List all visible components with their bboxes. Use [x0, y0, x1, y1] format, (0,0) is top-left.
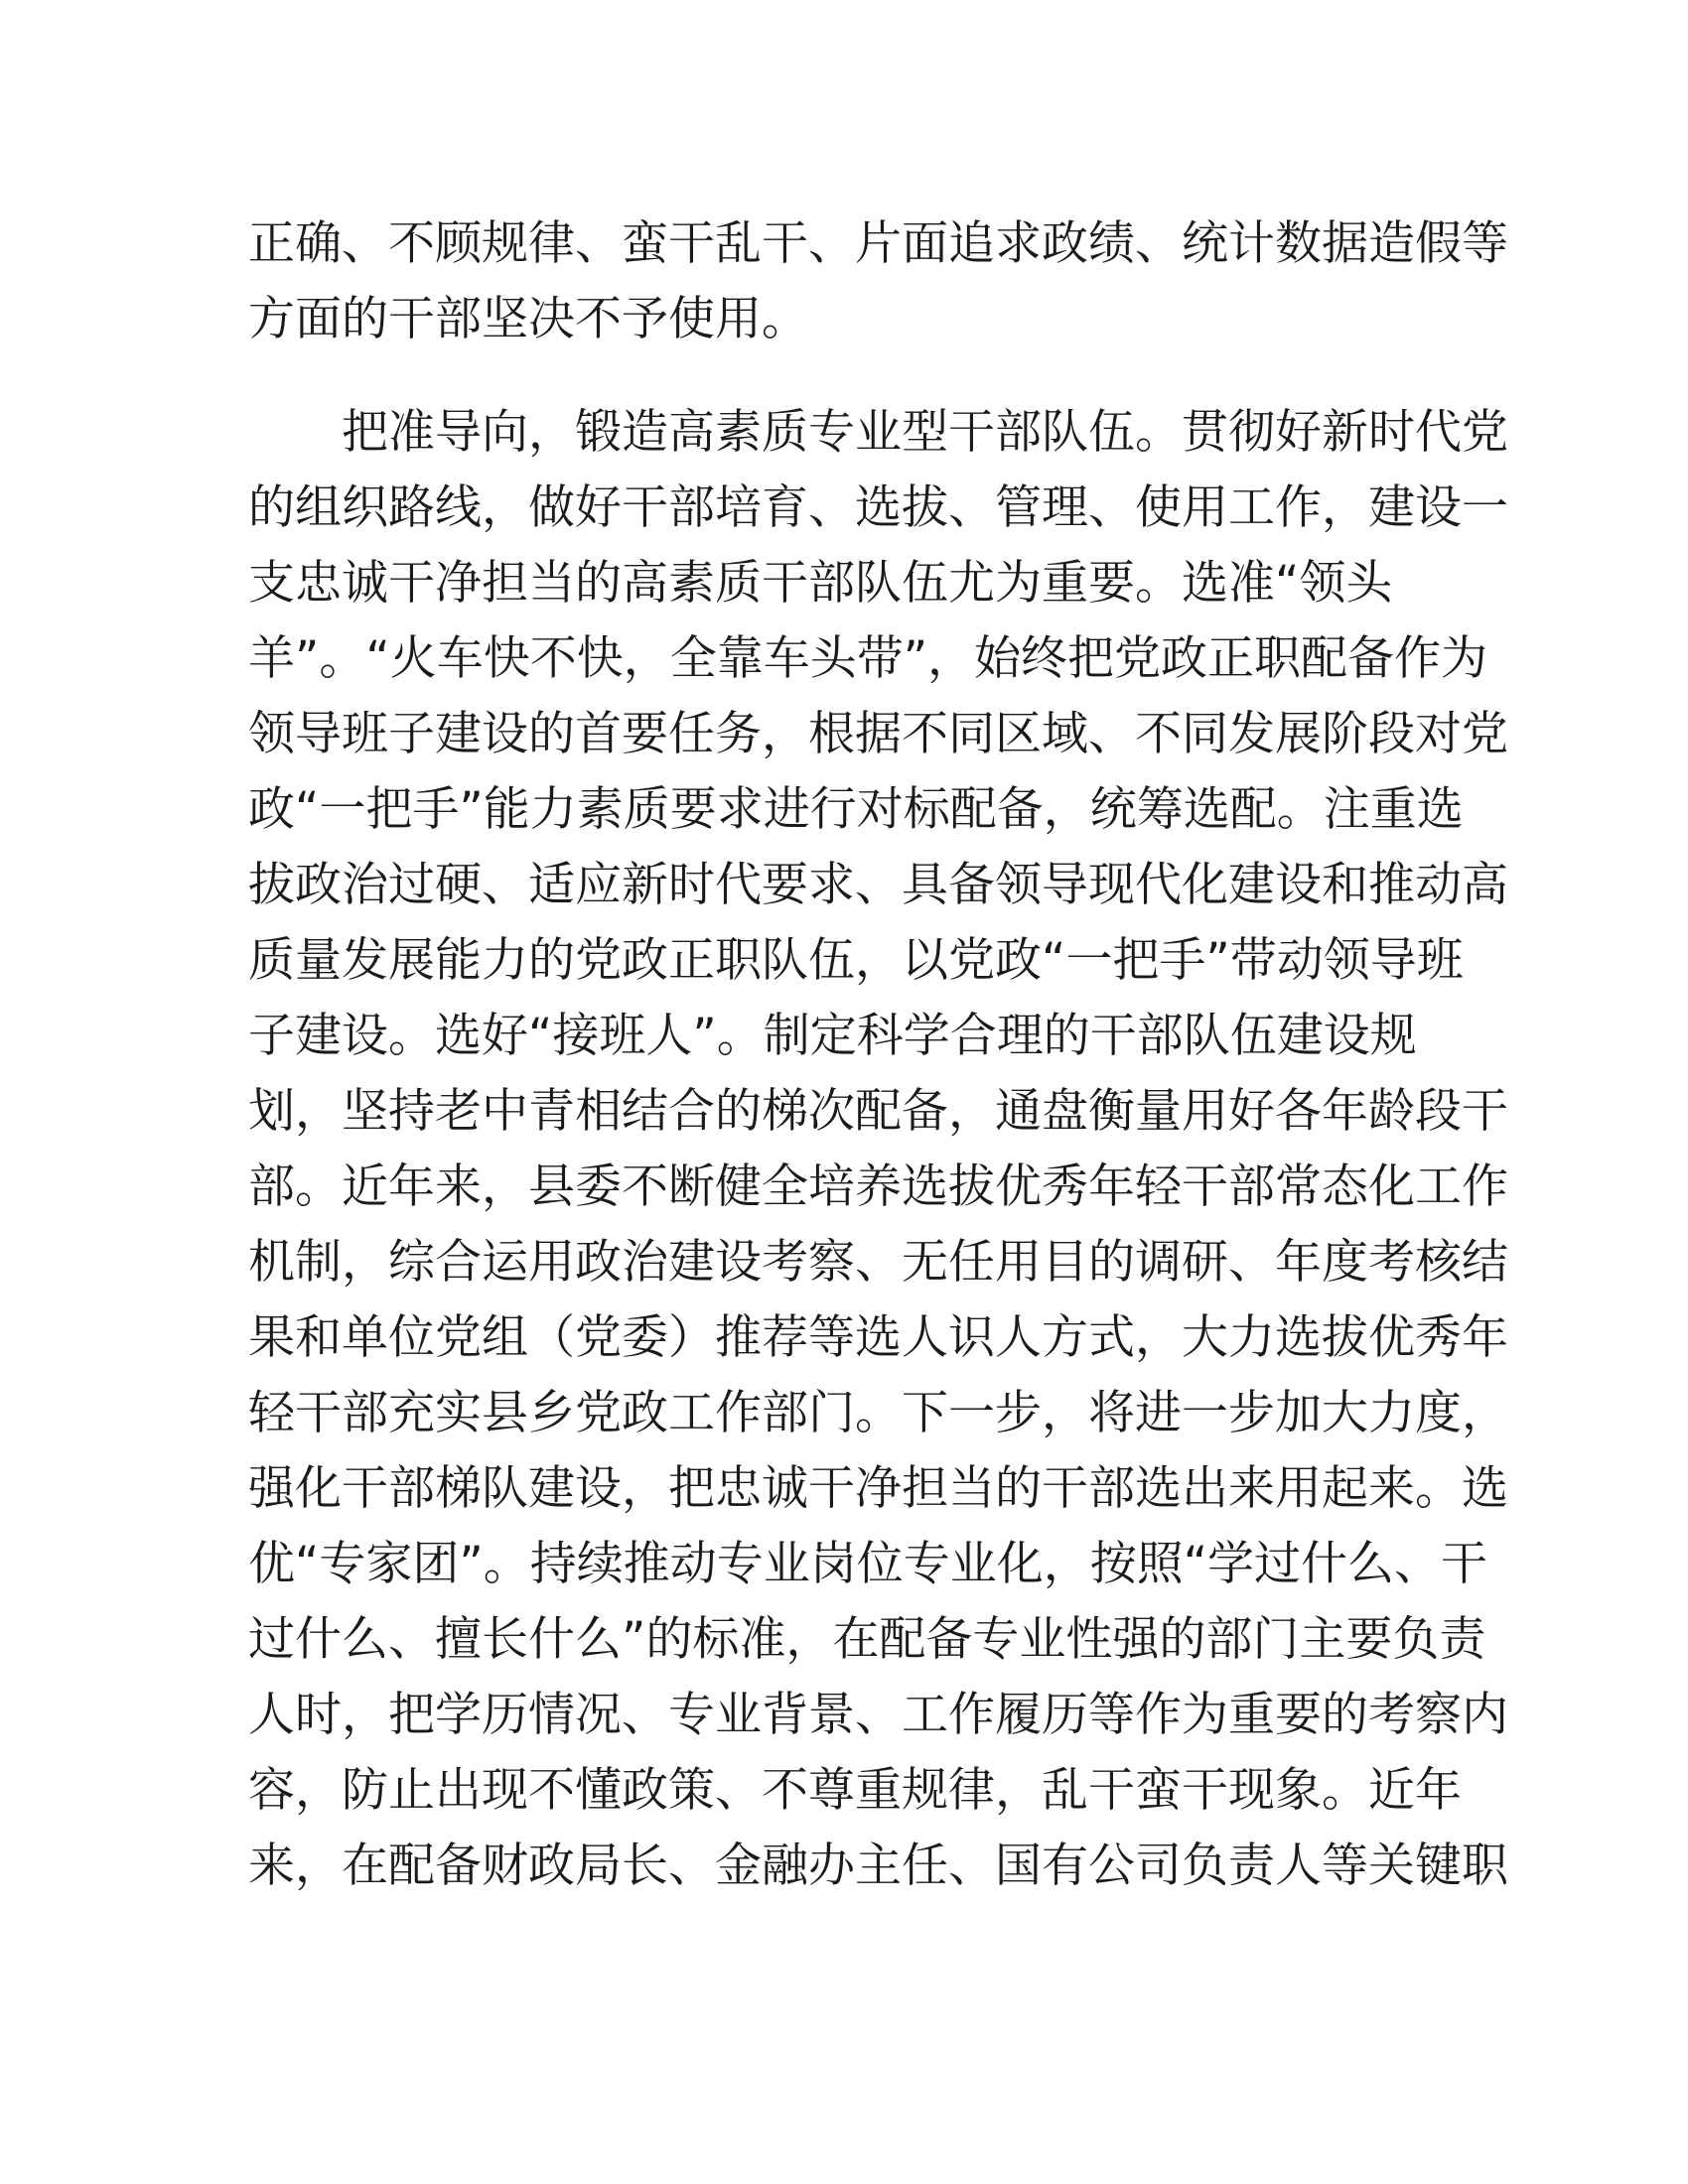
text-line: 优“专家团”。持续推动专业岗位专业化，按照“学过什么、干 [248, 1537, 1488, 1591]
paragraph-continuation [248, 206, 1508, 357]
text-line: 政“一把手”能力素质要求进行对标配备，统筹选配。注重选 [248, 782, 1464, 837]
text-line: 划，坚持老中青相结合的梯次配备，通盘衡量用好各年龄段干 [248, 1084, 1508, 1139]
text-line: 人时，把学历情况、专业背景、工作履历等作为重要的考察内 [248, 1688, 1508, 1742]
text-line: 来，在配备财政局长、金融办主任、国有公司负责人等关键职 [248, 1839, 1508, 1893]
text-line: 部。近年来，县委不断健全培养选拔优秀年轻干部常态化工作 [248, 1160, 1508, 1214]
text-line: 支忠诚干净担当的高素质干部队伍尤为重要。选准“领头 [248, 556, 1393, 611]
text-line: 子建设。选好“接班人”。制定科学合理的干部队伍建设规 [248, 1009, 1417, 1063]
text-line: 果和单位党组（党委）推荐等选人识人方式，大力选拔优秀年 [248, 1310, 1508, 1365]
text-line: 的组织路线，做好干部培育、选拔、管理、使用工作，建设一 [248, 480, 1508, 535]
paragraph-cadre-orientation [248, 395, 1508, 1904]
text-line: 拔政治过硬、适应新时代要求、具备领导现代化建设和推动高 [248, 858, 1508, 912]
text-line: 羊”。“火车快不快，全靠车头带”，始终把党政正职配备作为 [248, 631, 1488, 686]
text-line: 过什么、擅长什么”的标准，在配备专业性强的部门主要负责 [248, 1612, 1486, 1667]
text-line: 方面的干部坚决不予使用。 [248, 292, 808, 346]
text-line: 正确、不顾规律、蛮干乱干、片面追求政绩、统计数据造假等 [248, 216, 1508, 271]
body-text [248, 206, 1508, 1904]
text-line: 把准导向，锻造高素质专业型干部队伍。贯彻好新时代党 [342, 405, 1508, 460]
text-line: 容，防止出现不懂政策、不尊重规律，乱干蛮干现象。近年 [248, 1763, 1462, 1818]
paragraph-spacing [248, 357, 1440, 395]
text-line: 强化干部梯队建设，把忠诚干净担当的干部选出来用起来。选 [248, 1461, 1508, 1516]
text-line: 质量发展能力的党政正职队伍，以党政“一把手”带动领导班 [248, 933, 1464, 988]
text-line: 轻干部充实县乡党政工作部门。下一步，将进一步加大力度， [248, 1386, 1508, 1440]
text-line: 领导班子建设的首要任务，根据不同区域、不同发展阶段对党 [248, 707, 1508, 761]
text-line: 机制，综合运用政治建设考察、无任用目的调研、年度考核结 [248, 1235, 1508, 1290]
